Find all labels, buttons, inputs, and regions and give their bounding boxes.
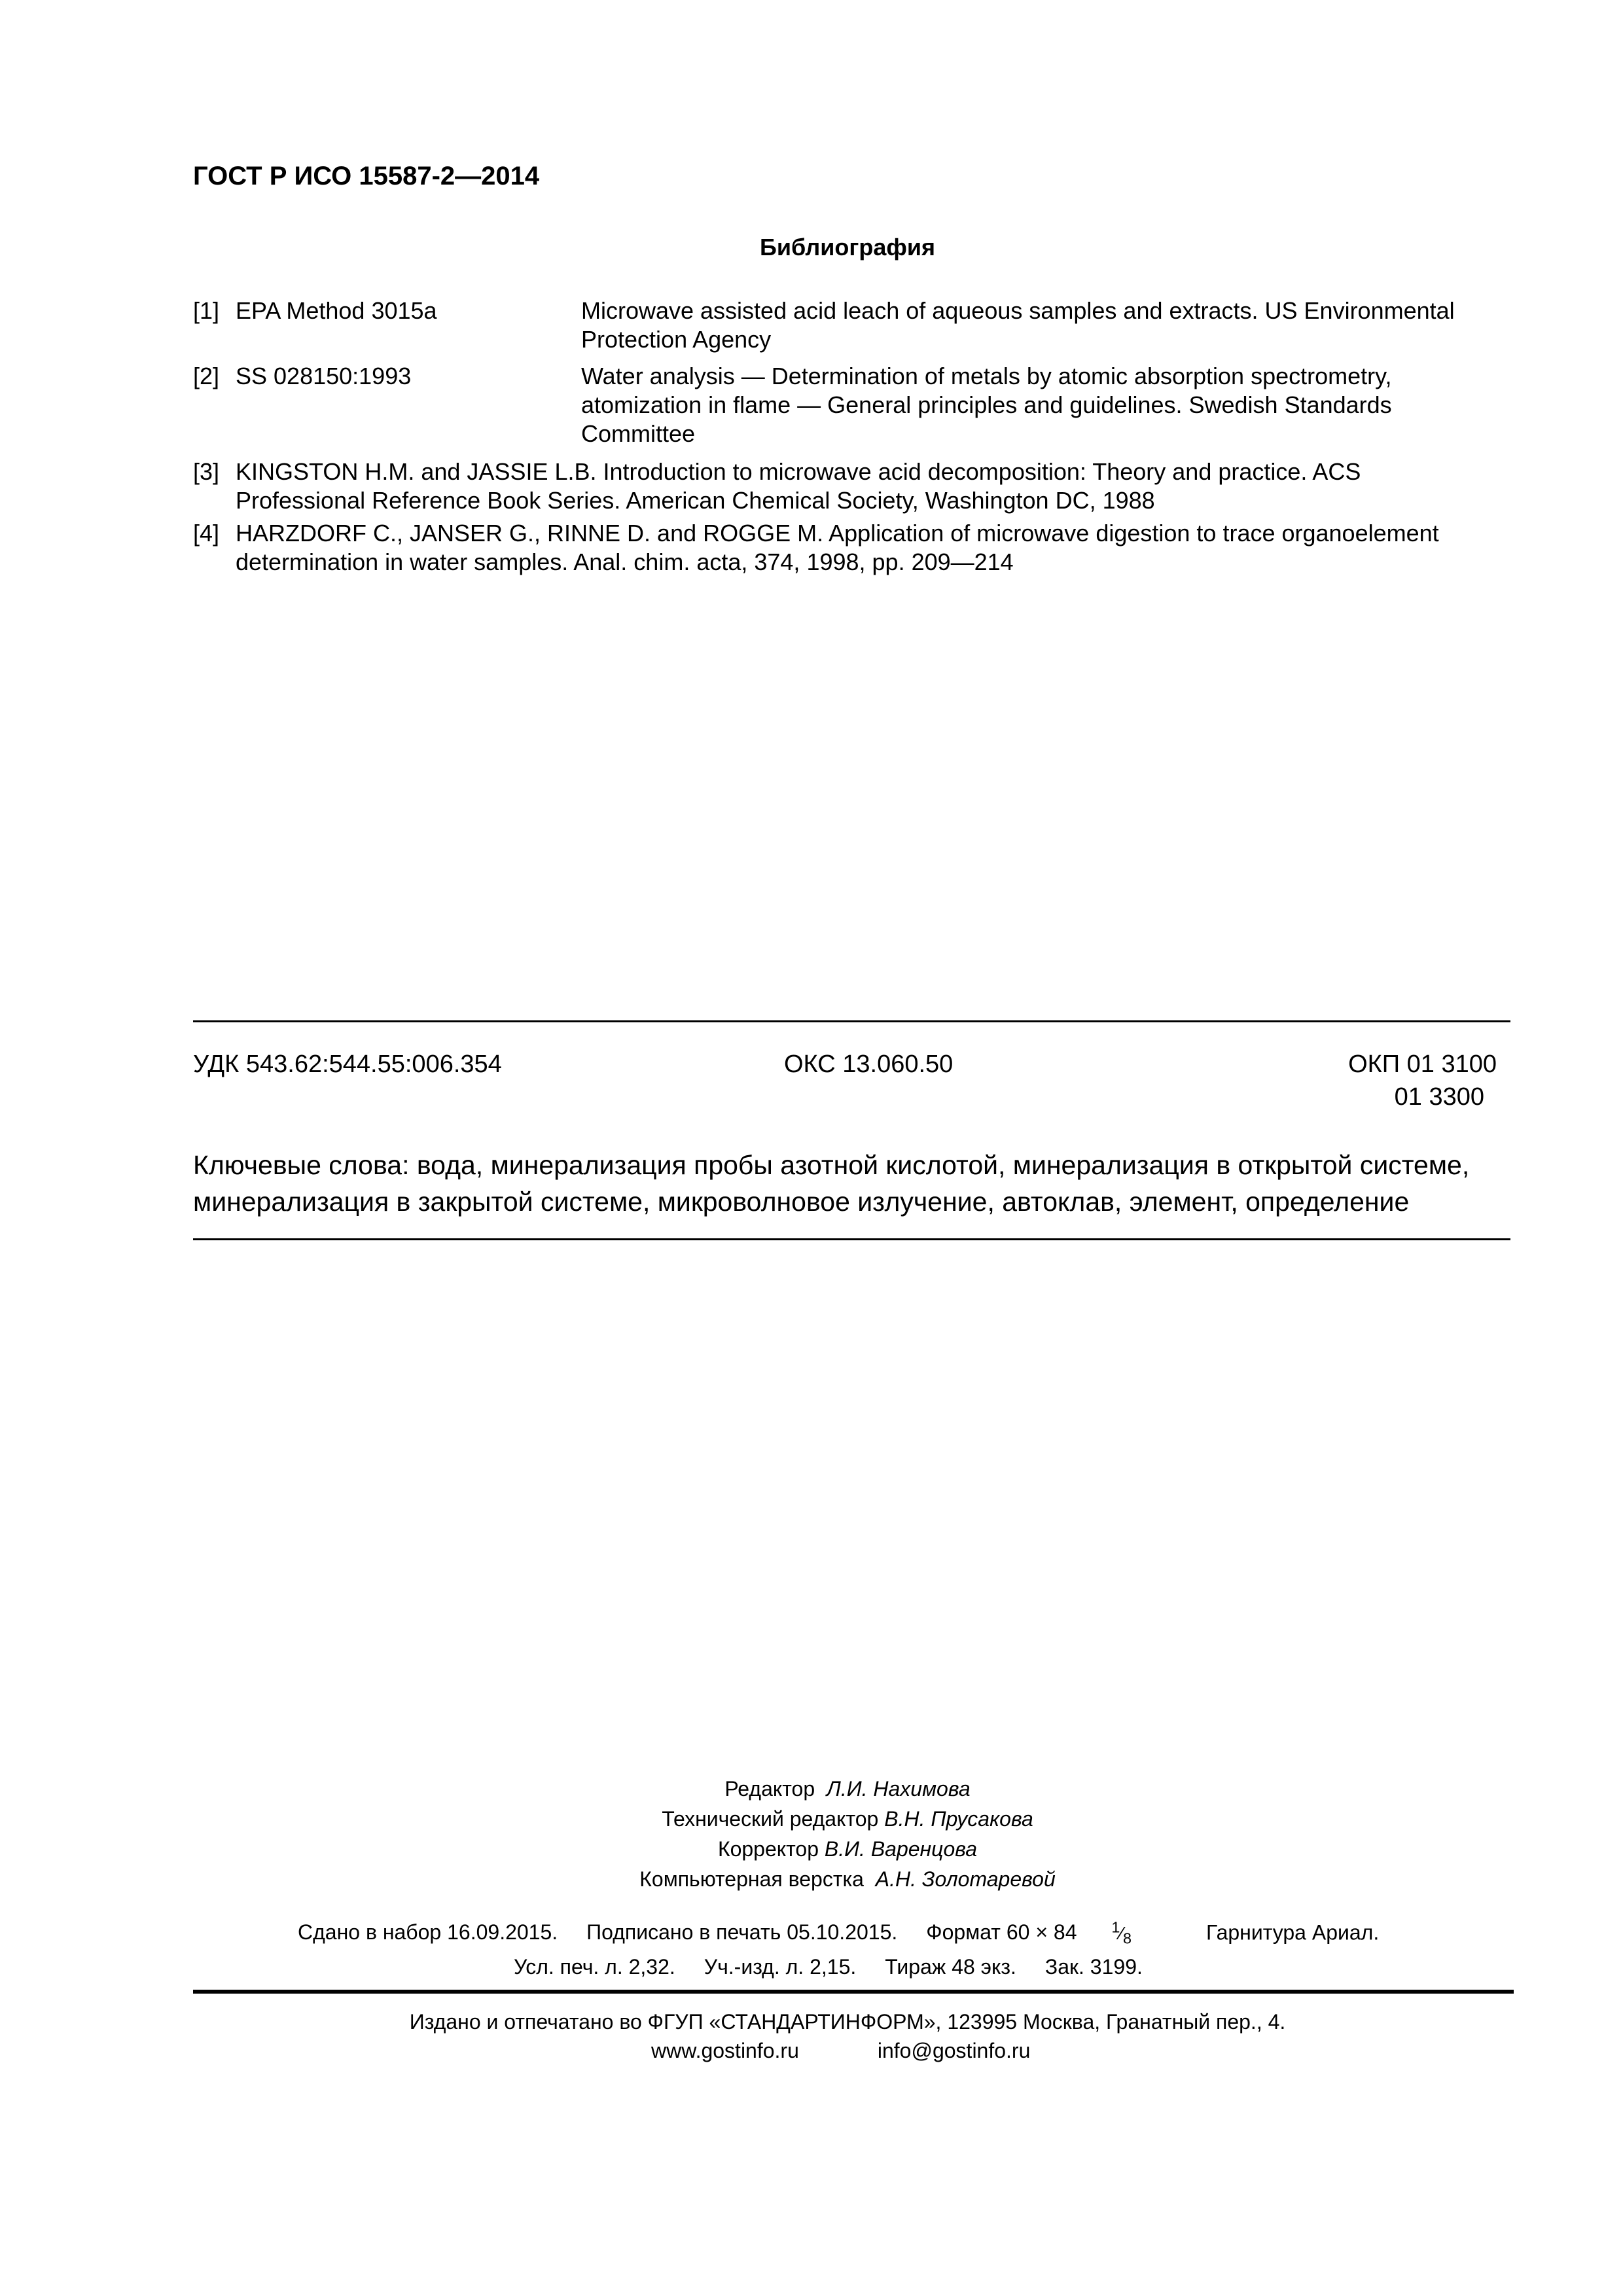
tech-editor-label: Технический редактор xyxy=(662,1807,879,1831)
pub-run: Тираж 48 экз. xyxy=(885,1955,1016,1979)
publication-line-1 xyxy=(298,1919,1379,1948)
bib-entry-1-source: EPA Method 3015a xyxy=(236,297,437,324)
divider-thick xyxy=(193,1990,1514,1994)
tech-editor-name: В.Н. Прусакова xyxy=(884,1807,1033,1831)
bib-entry-2-source: SS 028150:1993 xyxy=(236,363,412,389)
keywords-line-1: Ключевые слова: вода, минерализация пробы азотной кислотой, минерализация в открытой системе, xyxy=(193,1150,1470,1180)
divider-top xyxy=(193,1020,1510,1022)
bib-entry-2-number: [2] xyxy=(193,363,220,389)
bib-entry-1-number: [1] xyxy=(193,297,220,324)
credit-editor xyxy=(0,1774,1623,1804)
okp-code-2: 01 3300 xyxy=(1394,1083,1484,1111)
bib-entry-3-line-2: Professional Reference Book Series. American Chemical Society, Washington DC, 1988 xyxy=(236,487,1155,514)
proofreader-label: Корректор xyxy=(717,1837,819,1861)
credit-layout xyxy=(0,1864,1623,1894)
pub-format-label: Формат 60 × 84 xyxy=(926,1920,1077,1945)
bib-entry-4-line-2: determination in water samples. Anal. chim. acta, 374, 1998, pp. 209—214 xyxy=(236,548,1014,575)
bibliography-title: Библиография xyxy=(760,234,935,260)
layout-label: Компьютерная верстка xyxy=(639,1867,864,1891)
credits-block xyxy=(0,1774,1623,1894)
bib-entry-2-line-2: atomization in flame — General principles and guidelines. Swedish Standards xyxy=(581,391,1392,418)
pub-sheets: Усл. печ. л. 2,32. xyxy=(514,1955,675,1979)
pub-order: Зак. 3199. xyxy=(1044,1955,1143,1979)
publisher-email[interactable]: info@gostinfo.ru xyxy=(877,2039,1031,2062)
pub-format-frac-den: 8 xyxy=(1123,1929,1132,1947)
bib-entry-3-line-1: KINGSTON H.M. and JASSIE L.B. Introduction to microwave acid decomposition: Theory and practice. ACS xyxy=(236,458,1361,485)
bib-entry-1-line-1: Microwave assisted acid leach of aqueous samples and extracts. US Environmental xyxy=(581,297,1455,324)
bib-entry-3-number: [3] xyxy=(193,458,220,485)
pub-font: Гарнитура Ариал. xyxy=(1206,1920,1380,1945)
keywords-line-2: минерализация в закрытой системе, микроволновое излучение, автоклав, элемент, определение xyxy=(193,1187,1410,1217)
udk-code: УДК 543.62:544.55:006.354 xyxy=(193,1050,502,1078)
editor-label: Редактор xyxy=(724,1777,815,1801)
document-code: ГОСТ Р ИСО 15587-2—2014 xyxy=(193,162,540,190)
publisher-website[interactable]: www.gostinfo.ru xyxy=(651,2039,799,2062)
bib-entry-4-line-1: HARZDORF C., JANSER G., RINNE D. and ROGGE M. Application of microwave digestion to trace organoelement xyxy=(236,520,1439,547)
credit-proofreader xyxy=(0,1834,1623,1864)
pub-sent: Сдано в набор 16.09.2015. xyxy=(298,1920,558,1945)
bib-entry-2-line-3: Committee xyxy=(581,420,696,447)
okp-code-1: ОКП 01 3100 xyxy=(1348,1050,1497,1078)
editor-name: Л.И. Нахимова xyxy=(826,1777,971,1801)
bib-entry-4-number: [4] xyxy=(193,520,220,547)
credit-tech-editor xyxy=(0,1804,1623,1834)
proofreader-name: В.И. Варенцова xyxy=(824,1837,978,1861)
publication-line-2 xyxy=(514,1955,1143,1979)
pub-signed: Подписано в печать 05.10.2015. xyxy=(586,1920,898,1945)
pub-format-frac-num: 1 xyxy=(1111,1919,1120,1936)
layout-name: А.Н. Золотаревой xyxy=(875,1867,1056,1891)
publisher-contacts xyxy=(651,2039,1030,2063)
keywords xyxy=(193,1147,1510,1220)
bib-entry-2-line-1: Water analysis — Determination of metals by atomic absorption spectrometry, xyxy=(581,363,1392,389)
pub-format xyxy=(926,1919,1160,1947)
divider-bottom xyxy=(193,1238,1510,1240)
publisher-line: Издано и отпечатано во ФГУП «СТАНДАРТИНФОРМ», 123995 Москва, Гранатный пер., 4. xyxy=(409,2010,1286,2034)
bib-entry-1-line-2: Protection Agency xyxy=(581,326,772,353)
oks-code: ОКС 13.060.50 xyxy=(784,1050,954,1078)
pub-format-fraction: $^1⁄_8$ xyxy=(1111,1919,1132,1947)
pub-edit-sheets: Уч.-изд. л. 2,15. xyxy=(704,1955,857,1979)
